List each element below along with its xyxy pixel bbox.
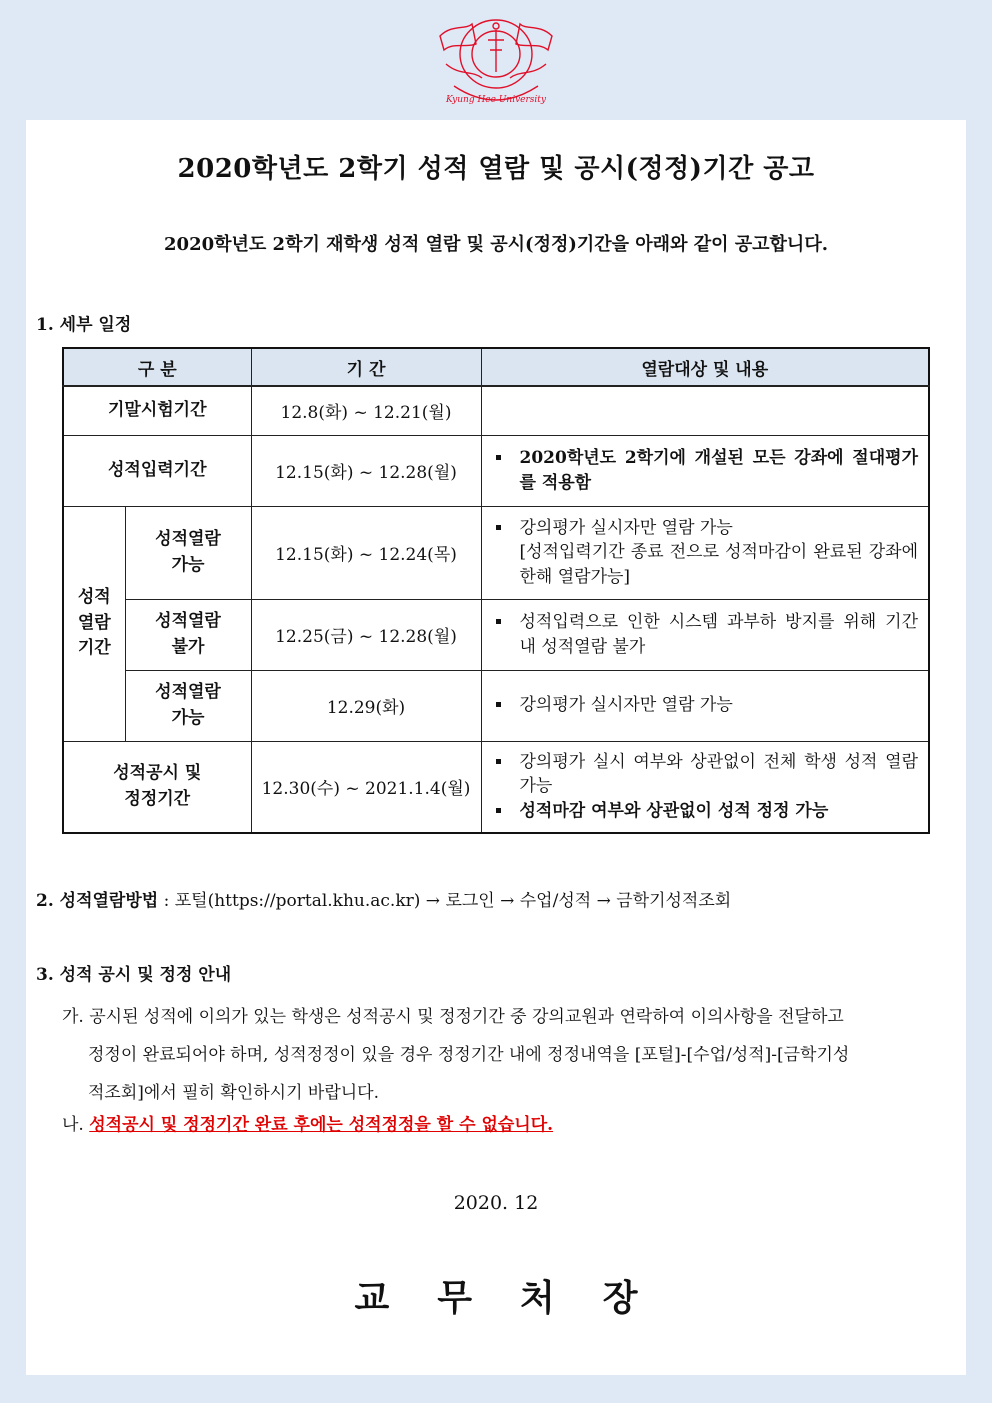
signature: 교무처장 [354,1277,686,1319]
method-label: 2. 성적열람방법 [36,891,159,911]
svg-text:Kyung Hee University: Kyung Hee University [446,95,546,105]
bullet-item: 강의평가 실시 여부와 상관없이 전체 학생 성적 열람 가능 [520,750,919,799]
viewing-method [36,886,731,911]
red-warning-text: 성적공시 및 정정기간 완료 후에는 성적정정을 할 수 없습니다. [89,1115,554,1135]
bullet-continuation: [성적입력기간 종료 전으로 성적마감이 완료된 강좌에 한해 열람가능] [519,542,918,587]
row-note [481,435,929,506]
table-row [63,670,929,741]
table-header-row [63,348,929,386]
notice-item-ga: 가. 공시된 성적에 이의가 있는 학생은 성적공시 및 정정기간 중 강의교원과 연락하여 이의사항을 전달하고 정정이 완료되어야 하며, 성적정정이 있을 경우 정정기간 내에 정정내역을 [포털]-[수업/성적]-[금학기성 적조회]에서 필히 확인하시기 바랍니다. [62,1007,850,1103]
table-row [63,506,929,599]
method-text: : 포털(https://portal.khu.ac.kr) → 로그인 → 수업/성적 → 금학기성적조회 [158,891,732,911]
row-period: 12.15(화) ~ 12.28(월) [251,435,481,506]
row-period: 12.25(금) ~ 12.28(월) [251,599,481,670]
bullet-item: 성적입력으로 인한 시스템 과부하 방지를 위해 기간 내 성적열람 불가 [520,610,919,659]
row-period: 12.30(수) ~ 2021.1.4(월) [251,741,481,833]
document-date: 2020. 12 [453,1192,539,1214]
row-label: 성적열람 가능 [125,670,251,741]
header-content: 열람대상 및 내용 [481,348,929,386]
row-period: 12.15(화) ~ 12.24(목) [251,506,481,599]
intro-text: 2020학년도 2학기 재학생 성적 열람 및 공시(정정)기간을 아래와 같이 공고합니다. [164,234,828,255]
bullet-item: 강의평가 실시자만 열람 가능 [520,516,919,541]
bullet-item: 2020학년도 2학기에 개설된 모든 강좌에 절대평가를 적용함 [520,446,919,495]
row-note [481,670,929,741]
row-period: 12.29(화) [251,670,481,741]
row-label: 성적공시 및 정정기간 [63,741,251,833]
row-label: 성적열람 불가 [125,599,251,670]
university-seal-icon [432,14,560,106]
table-row [63,435,929,506]
page-title: 2020학년도 2학기 성적 열람 및 공시(정정)기간 공고 [177,154,815,184]
row-note [481,741,929,833]
table-row [63,386,929,435]
row-note [481,599,929,670]
group-label: 성적 열람 기간 [63,506,125,741]
table-row [63,599,929,670]
bullet-item: 강의평가 실시자만 열람 가능 [520,693,919,718]
header-category: 구 분 [63,348,251,386]
section1-heading: 1. 세부 일정 [36,315,132,335]
row-note [481,506,929,599]
row-label: 성적입력기간 [63,435,251,506]
table-row [63,741,929,833]
row-note [481,386,929,435]
header-period: 기 간 [251,348,481,386]
row-label: 기말시험기간 [63,386,251,435]
row-period: 12.8(화) ~ 12.21(월) [251,386,481,435]
notice-item-na: 나. 성적공시 및 정정기간 완료 후에는 성적정정을 할 수 없습니다. [62,1115,554,1135]
section3-heading: 3. 성적 공시 및 정정 안내 [36,965,232,985]
schedule-table [62,347,930,834]
bullet-item: 성적마감 여부와 상관없이 성적 정정 가능 [520,799,919,824]
row-label: 성적열람 가능 [125,506,251,599]
